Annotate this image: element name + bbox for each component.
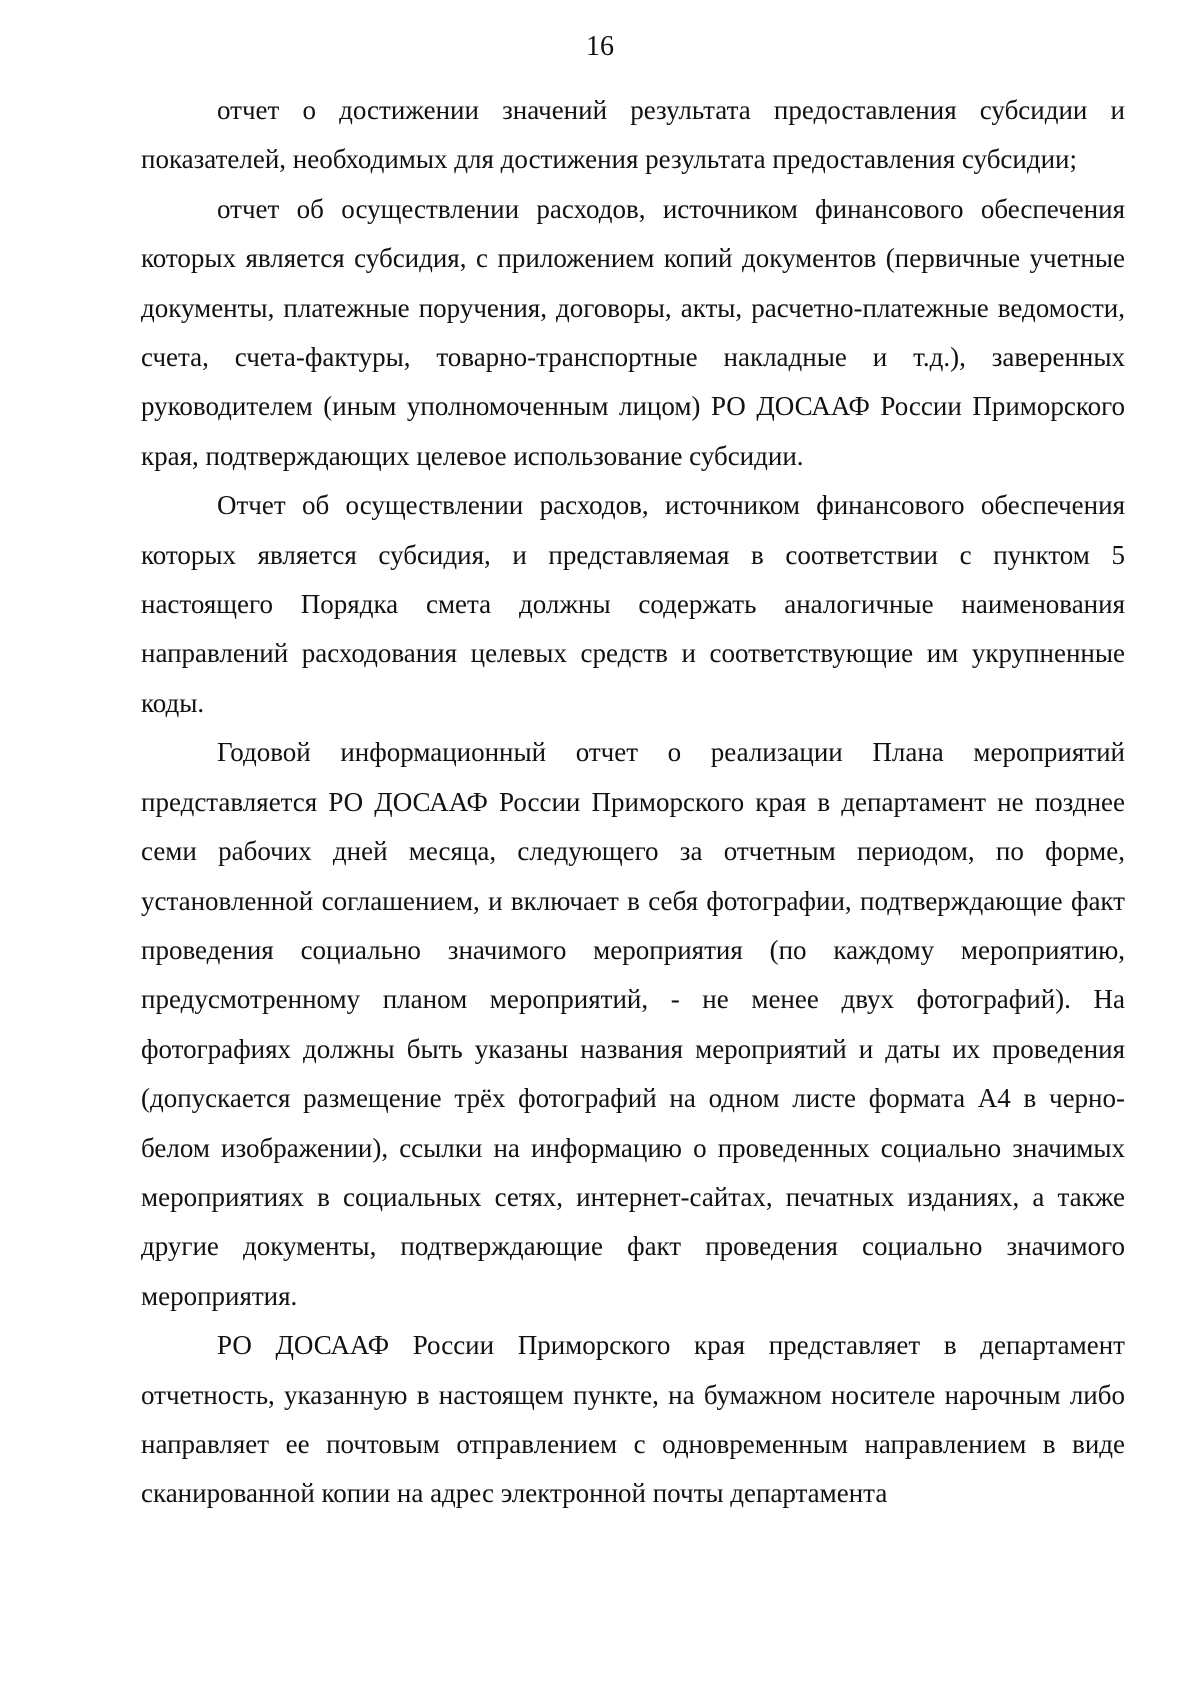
- paragraph-report-results: отчет о достижении значений результата предоставления субсидии и показателей, необходимых для достижения результата предоставления субсидии;: [141, 95, 1125, 175]
- paragraph-expense-report: отчет об осуществлении расходов, источником финансового обеспечения которых является субсидия, с приложением копий документов (первичные учетные документы, платежные поручения, договоры, акты, расчетно-платежные ведомости, счета, счета-фактуры, товарно-транспортные накладные и т.д.), заверенных руководителем (иным уполномоченным лицом) РО ДОСААФ России Приморского края, подтверждающих целевое использование субсидии.: [141, 193, 1125, 471]
- document-body: [141, 86, 1125, 1519]
- paragraph-expense-requirements: Отчет об осуществлении расходов, источником финансового обеспечения которых является субсидия, и представляемая в соответствии с пунктом 5 настоящего Порядка смета должны содержать аналогичные наименования направлений расходования целевых средств и соответствующие им укрупненные коды.: [141, 490, 1125, 718]
- paragraph-annual-report: Годовой информационный отчет о реализации Плана мероприятий представляется РО ДОСААФ России Приморского края в департамент не позднее семи рабочих дней месяца, следующего за отчетным периодом, по форме, установленной соглашением, и включает в себя фотографии, подтверждающие факт проведения социально значимого мероприятия (по каждому мероприятию, предусмотренному планом мероприятий, - не менее двух фотографий). На фотографиях должны быть указаны названия мероприятий и даты их проведения (допускается размещение трёх фотографий на одном листе формата А4 в черно-белом изображении), ссылки на информацию о проведенных социально значимых мероприятиях в социальных сетях, интернет-сайтах, печатных изданиях, а также другие документы, подтверждающие факт проведения социально значимого мероприятия.: [141, 737, 1125, 1311]
- page-number: 16: [586, 31, 614, 62]
- paragraph-submission: РО ДОСААФ России Приморского края представляет в департамент отчетность, указанную в настоящем пункте, на бумажном носителе нарочным либо направляет ее почтовым отправлением с одновременным направлением в виде сканированной копии на адрес электронной почты департамента: [141, 1330, 1125, 1509]
